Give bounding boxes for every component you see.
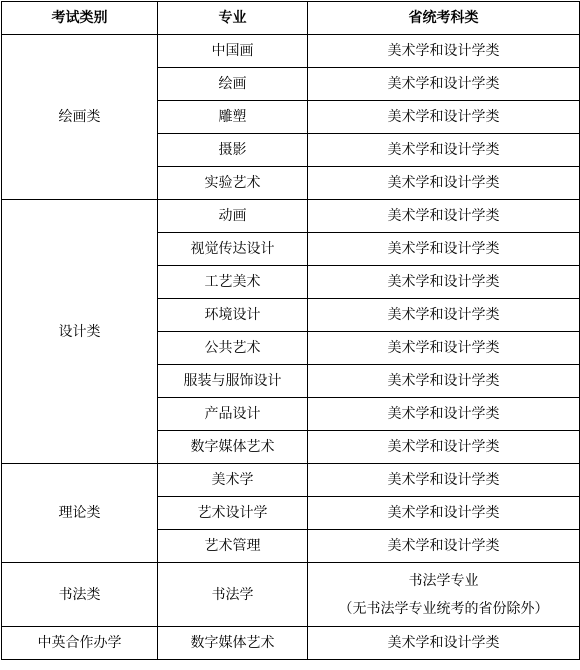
major-cell: 雕塑 xyxy=(158,101,308,134)
major-cell: 摄影 xyxy=(158,134,308,167)
table-row xyxy=(2,464,580,497)
subject-exception-note: （无书法学专业统考的省份除外） xyxy=(338,600,549,617)
major-cell: 绘画 xyxy=(158,68,308,101)
subject-cell: 美术学和设计学类 xyxy=(308,266,580,299)
subject-cell: 美术学和设计学类 xyxy=(308,35,580,68)
category-cell-calligraphy: 书法类 xyxy=(2,563,158,627)
table-row xyxy=(2,200,580,233)
major-cell: 公共艺术 xyxy=(158,332,308,365)
major-cell: 美术学 xyxy=(158,464,308,497)
table-row xyxy=(2,563,580,627)
table-row xyxy=(2,35,580,68)
subject-line: 书法学专业 xyxy=(408,572,479,589)
header-major: 专业 xyxy=(158,2,308,35)
major-cell: 服装与服饰设计 xyxy=(158,365,308,398)
table-row xyxy=(2,627,580,660)
major-cell: 数字媒体艺术 xyxy=(158,431,308,464)
subject-cell: 美术学和设计学类 xyxy=(308,431,580,464)
major-cell: 数字媒体艺术 xyxy=(158,627,308,660)
header-provincial-subject: 省统考科类 xyxy=(308,2,580,35)
subject-cell: 美术学和设计学类 xyxy=(308,167,580,200)
major-cell: 艺术设计学 xyxy=(158,497,308,530)
major-cell: 环境设计 xyxy=(158,299,308,332)
subject-cell: 美术学和设计学类 xyxy=(308,627,580,660)
category-cell-sino-british: 中英合作办学 xyxy=(2,627,158,660)
exam-category-table xyxy=(1,1,580,660)
category-cell-design: 设计类 xyxy=(2,200,158,464)
subject-cell: 美术学和设计学类 xyxy=(308,398,580,431)
major-cell: 书法学 xyxy=(158,563,308,627)
subject-cell-calligraphy xyxy=(308,563,580,627)
subject-cell: 美术学和设计学类 xyxy=(308,101,580,134)
subject-cell: 美术学和设计学类 xyxy=(308,332,580,365)
subject-cell: 美术学和设计学类 xyxy=(308,497,580,530)
major-cell: 中国画 xyxy=(158,35,308,68)
header-exam-category: 考试类别 xyxy=(2,2,158,35)
subject-cell: 美术学和设计学类 xyxy=(308,68,580,101)
major-cell: 视觉传达设计 xyxy=(158,233,308,266)
major-cell: 工艺美术 xyxy=(158,266,308,299)
major-cell: 动画 xyxy=(158,200,308,233)
subject-cell: 美术学和设计学类 xyxy=(308,134,580,167)
major-cell: 实验艺术 xyxy=(158,167,308,200)
subject-cell: 美术学和设计学类 xyxy=(308,299,580,332)
major-cell: 艺术管理 xyxy=(158,530,308,563)
category-cell-painting: 绘画类 xyxy=(2,35,158,200)
subject-cell: 美术学和设计学类 xyxy=(308,200,580,233)
subject-cell: 美术学和设计学类 xyxy=(308,365,580,398)
subject-cell: 美术学和设计学类 xyxy=(308,233,580,266)
subject-cell: 美术学和设计学类 xyxy=(308,530,580,563)
header-row xyxy=(2,2,580,35)
category-cell-theory: 理论类 xyxy=(2,464,158,563)
subject-cell: 美术学和设计学类 xyxy=(308,464,580,497)
major-cell: 产品设计 xyxy=(158,398,308,431)
